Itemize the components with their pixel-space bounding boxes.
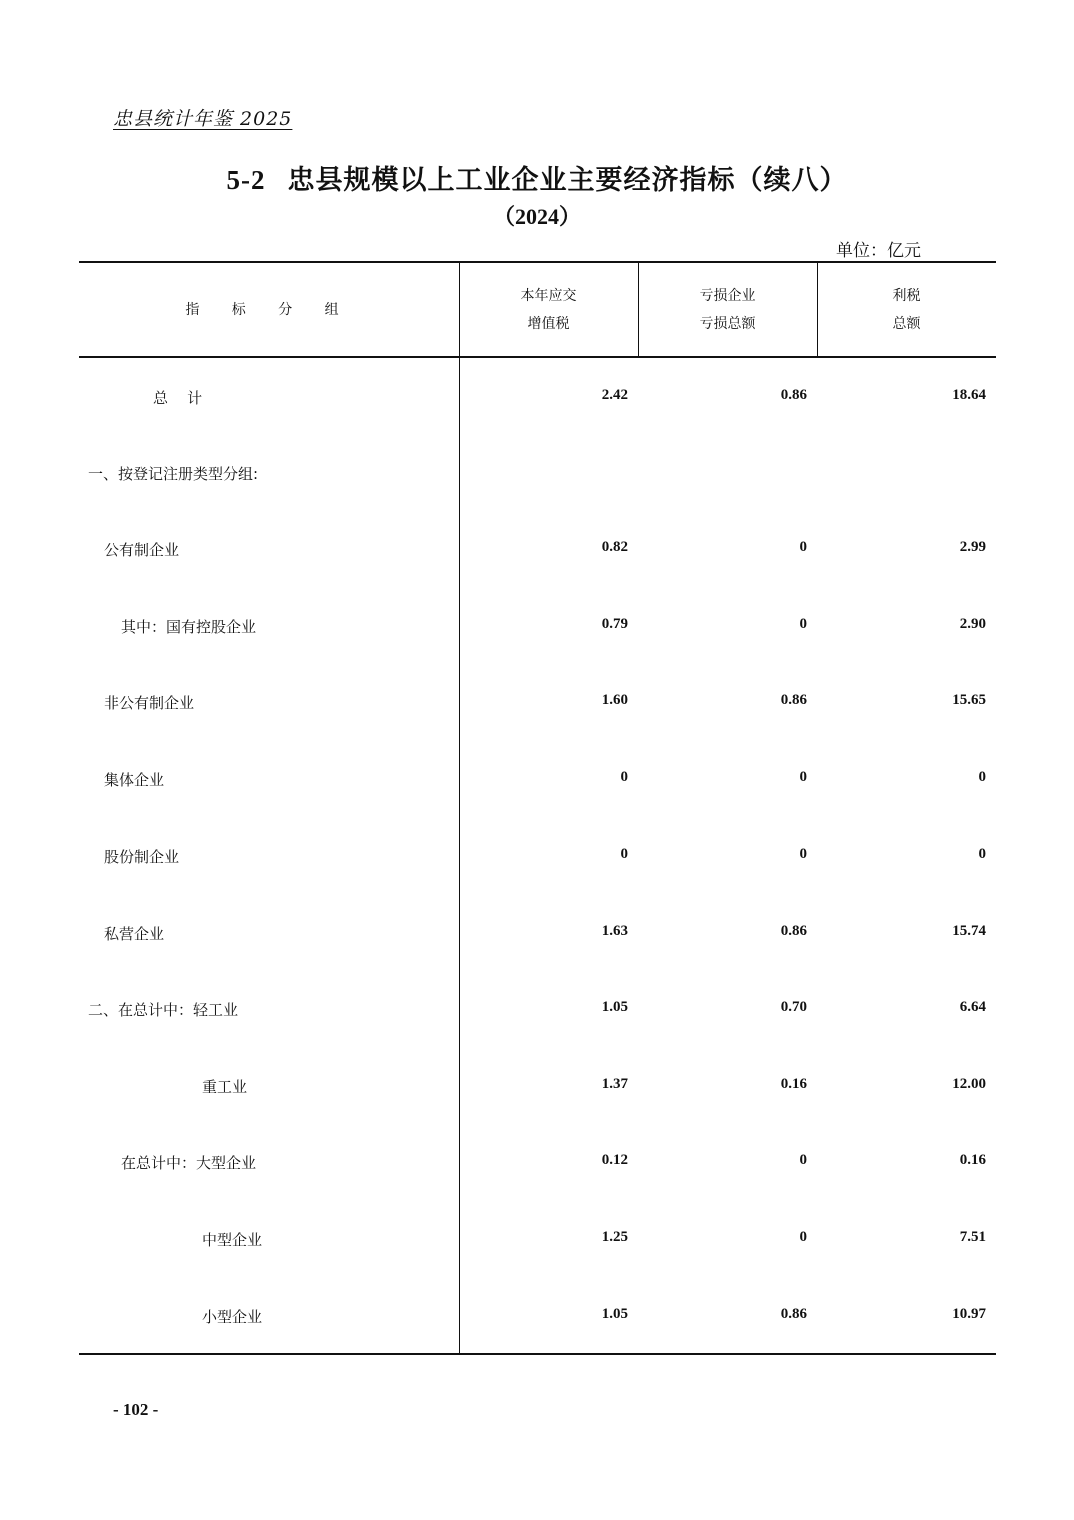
row-label-large-enterprise: 在总计中：大型企业: [121, 1154, 257, 1172]
cell-private-vat: 1.63: [601, 923, 628, 939]
cell-large-vat: 0.12: [601, 1152, 628, 1168]
cell-private-loss: 0.86: [780, 923, 807, 939]
cell-collective-profit-tax: 0: [978, 769, 986, 785]
cell-light-loss: 0.70: [780, 999, 807, 1015]
header-loss-total: [638, 263, 817, 356]
row-label-private: 私营企业: [104, 925, 165, 943]
cell-light-profit-tax: 6.64: [959, 999, 986, 1015]
cell-non-public-vat: 1.60: [601, 692, 628, 708]
table-year: （2024）: [492, 204, 581, 229]
cell-small-profit-tax: 10.97: [952, 1306, 986, 1322]
cell-small-loss: 0.86: [780, 1306, 807, 1322]
cell-private-profit-tax: 15.74: [952, 923, 986, 939]
cell-large-loss: 0: [799, 1152, 807, 1168]
header-profit-tax-total-line1: 利税: [892, 287, 921, 304]
header-indicator-group: [79, 263, 459, 356]
cell-collective-vat: 0: [620, 769, 628, 785]
table-bottom-rule: [79, 1353, 996, 1355]
header-vat-payable-line1: 本年应交: [520, 287, 577, 304]
cell-joint-stock-loss: 0: [799, 846, 807, 862]
column-divider-label: [459, 263, 460, 1353]
row-label-small-enterprise: 小型企业: [202, 1308, 263, 1326]
cell-joint-stock-profit-tax: 0: [978, 846, 986, 862]
header-vat-payable: [459, 263, 638, 356]
cell-medium-loss: 0: [799, 1229, 807, 1245]
cell-state-profit-tax: 2.90: [959, 616, 986, 632]
cell-total-vat: 2.42: [601, 387, 628, 403]
cell-collective-loss: 0: [799, 769, 807, 785]
row-label-non-public: 非公有制企业: [104, 694, 195, 712]
table-title: [0, 158, 1074, 197]
cell-large-profit-tax: 0.16: [959, 1152, 986, 1168]
header-indicator-group-text: 指 标 分 组: [185, 301, 353, 318]
header-profit-tax-total: [817, 263, 996, 356]
unit-label: 单位：亿元: [836, 241, 921, 261]
cell-small-vat: 1.05: [601, 1306, 628, 1322]
row-label-heavy-industry: 重工业: [202, 1078, 248, 1096]
cell-heavy-loss: 0.16: [780, 1076, 807, 1092]
cell-non-public-profit-tax: 15.65: [952, 692, 986, 708]
row-label-state-controlled: 其中：国有控股企业: [121, 618, 257, 636]
header-loss-total-line2: 亏损总额: [699, 315, 756, 332]
header-profit-tax-total-line2: 总额: [892, 315, 921, 332]
cell-public-vat: 0.82: [601, 539, 628, 555]
header-loss-total-line1: 亏损企业: [699, 287, 756, 304]
cell-heavy-vat: 1.37: [601, 1076, 628, 1092]
running-head: 忠县统计年鉴 2025: [113, 108, 293, 130]
cell-medium-profit-tax: 7.51: [959, 1229, 986, 1245]
cell-heavy-profit-tax: 12.00: [952, 1076, 986, 1092]
row-label-total: 总 计: [153, 389, 203, 407]
cell-state-loss: 0: [799, 616, 807, 632]
row-label-light-industry: 二、在总计中：轻工业: [88, 1001, 239, 1019]
cell-non-public-loss: 0.86: [780, 692, 807, 708]
cell-medium-vat: 1.25: [601, 1229, 628, 1245]
cell-public-profit-tax: 2.99: [959, 539, 986, 555]
cell-joint-stock-vat: 0: [620, 846, 628, 862]
cell-light-vat: 1.05: [601, 999, 628, 1015]
row-label-joint-stock: 股份制企业: [104, 848, 180, 866]
row-label-collective: 集体企业: [104, 771, 165, 789]
table-title-text: 忠县规模以上工业企业主要经济指标（续八）: [287, 165, 848, 196]
table-number: 5-2: [226, 165, 266, 195]
row-label-public-ownership: 公有制企业: [104, 541, 180, 559]
cell-total-loss: 0.86: [780, 387, 807, 403]
table-header-rule: [79, 356, 996, 358]
cell-total-profit-tax: 18.64: [952, 387, 986, 403]
page-number: - 102 -: [113, 1400, 159, 1419]
cell-public-loss: 0: [799, 539, 807, 555]
cell-state-vat: 0.79: [601, 616, 628, 632]
row-label-medium-enterprise: 中型企业: [202, 1231, 263, 1249]
row-label-registration-group: 一、按登记注册类型分组:: [88, 465, 259, 483]
header-vat-payable-line2: 增值税: [527, 315, 570, 332]
